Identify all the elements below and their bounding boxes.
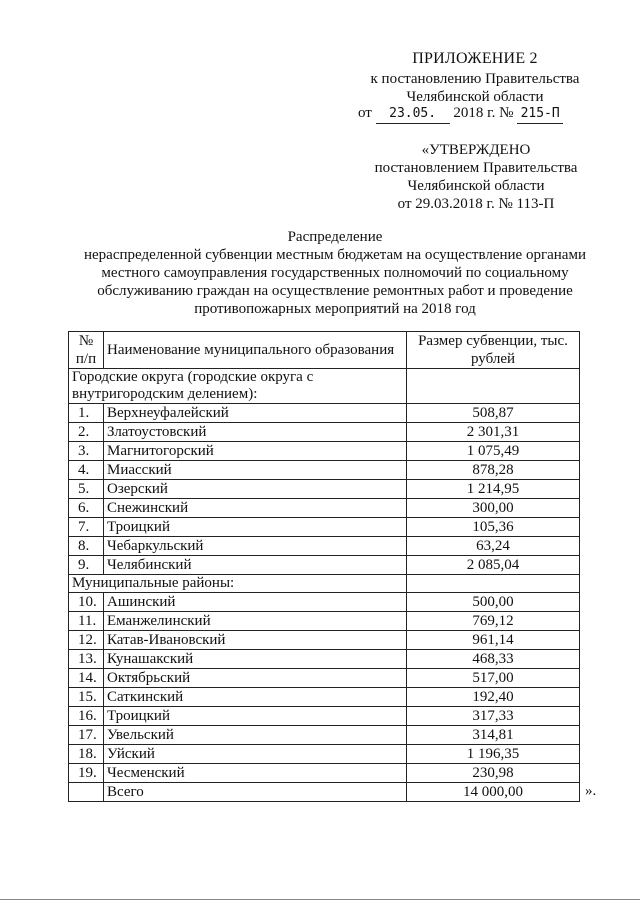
table-row <box>69 650 580 669</box>
row-number: 4. <box>69 461 104 480</box>
row-name: Троицкий <box>104 707 407 726</box>
row-number: 10. <box>69 593 104 612</box>
approved-line-1: «УТВЕРЖДЕНО <box>421 142 531 158</box>
table-row <box>69 688 580 707</box>
table-row <box>69 537 580 556</box>
table-row <box>69 764 580 783</box>
heading-line-5: противопожарных мероприятий на 2018 год <box>194 301 476 317</box>
table-body <box>69 369 580 802</box>
approved-line-4: от 29.03.2018 г. № 113-П <box>397 196 555 212</box>
row-name: Саткинский <box>104 688 407 707</box>
appendix-line-2: Челябинской области <box>406 89 544 105</box>
row-name: Магнитогорский <box>104 442 407 461</box>
table-row <box>69 518 580 537</box>
date-underline <box>376 104 450 124</box>
row-amount: 468,33 <box>407 650 580 669</box>
row-number: 11. <box>69 612 104 631</box>
row-number: 1. <box>69 404 104 423</box>
year-label: 2018 г. № <box>453 105 514 121</box>
section-empty-cell <box>407 575 580 593</box>
appendix-block <box>360 50 590 106</box>
closing-quote: ». <box>585 783 597 799</box>
row-amount: 2 301,31 <box>407 423 580 442</box>
row-name: Миасский <box>104 461 407 480</box>
row-name: Чебаркульский <box>104 537 407 556</box>
row-name: Чесменский <box>104 764 407 783</box>
row-name: Верхнеуфалейский <box>104 404 407 423</box>
header-number: № п/п <box>69 332 104 369</box>
row-number: 17. <box>69 726 104 745</box>
heading-line-3: местного самоуправления государственных полномочий по социальному <box>101 265 569 281</box>
row-number: 16. <box>69 707 104 726</box>
row-name: Златоустовский <box>104 423 407 442</box>
table-row <box>69 461 580 480</box>
decree-date-line <box>358 104 598 124</box>
row-number: 8. <box>69 537 104 556</box>
appendix-line-1: к постановлению Правительства <box>370 71 580 87</box>
date-prefix: от <box>358 105 372 121</box>
row-amount: 230,98 <box>407 764 580 783</box>
table-row <box>69 556 580 575</box>
table-row <box>69 631 580 650</box>
row-name: Увельский <box>104 726 407 745</box>
row-amount: 2 085,04 <box>407 556 580 575</box>
row-number: 7. <box>69 518 104 537</box>
row-number: 12. <box>69 631 104 650</box>
total-amount: 14 000,00 <box>407 783 580 802</box>
table-row <box>69 612 580 631</box>
heading-line-2: нераспределенной субвенции местным бюджетам на осуществление органами <box>84 247 586 263</box>
row-amount: 1 075,49 <box>407 442 580 461</box>
document-heading <box>70 228 600 318</box>
section-row-urban <box>69 369 580 404</box>
row-number: 13. <box>69 650 104 669</box>
table-row <box>69 707 580 726</box>
table-row <box>69 404 580 423</box>
row-amount: 105,36 <box>407 518 580 537</box>
header-name: Наименование муниципального образования <box>104 332 407 369</box>
table-row <box>69 745 580 764</box>
row-number: 14. <box>69 669 104 688</box>
row-amount: 192,40 <box>407 688 580 707</box>
number-underline <box>517 104 563 124</box>
row-name: Октябрьский <box>104 669 407 688</box>
row-amount: 300,00 <box>407 499 580 518</box>
table-header-row <box>69 332 580 369</box>
row-number: 18. <box>69 745 104 764</box>
row-amount: 508,87 <box>407 404 580 423</box>
row-number: 15. <box>69 688 104 707</box>
table-row <box>69 499 580 518</box>
appendix-title: ПРИЛОЖЕНИЕ 2 <box>412 50 538 67</box>
row-name: Ашинский <box>104 593 407 612</box>
row-name: Катав-Ивановский <box>104 631 407 650</box>
row-name: Озерский <box>104 480 407 499</box>
table-row <box>69 423 580 442</box>
row-amount: 769,12 <box>407 612 580 631</box>
row-name: Еманжелинский <box>104 612 407 631</box>
row-number: 5. <box>69 480 104 499</box>
row-amount: 961,14 <box>407 631 580 650</box>
row-amount: 63,24 <box>407 537 580 556</box>
row-number: 19. <box>69 764 104 783</box>
row-name: Кунашакский <box>104 650 407 669</box>
row-amount: 517,00 <box>407 669 580 688</box>
table-row <box>69 442 580 461</box>
row-number: 3. <box>69 442 104 461</box>
row-amount: 500,00 <box>407 593 580 612</box>
section-row-districts <box>69 575 580 593</box>
row-name: Челябинский <box>104 556 407 575</box>
table-row <box>69 726 580 745</box>
handwritten-date: 23.05. <box>389 106 437 121</box>
section-label: Городские округа (городские округа с внутригородским делением): <box>69 369 407 404</box>
approved-line-2: постановлением Правительства <box>374 160 578 176</box>
row-number: 6. <box>69 499 104 518</box>
header-amount: Размер субвенции, тыс. рублей <box>407 332 580 369</box>
table-row <box>69 480 580 499</box>
handwritten-number: 215-П <box>520 106 560 121</box>
row-name: Снежинский <box>104 499 407 518</box>
table-row <box>69 593 580 612</box>
row-amount: 878,28 <box>407 461 580 480</box>
heading-line-4: обслуживанию граждан на осуществление ремонтных работ и проведение <box>97 283 573 299</box>
total-empty-cell <box>69 783 104 802</box>
row-number: 9. <box>69 556 104 575</box>
total-label: Всего <box>104 783 407 802</box>
heading-line-1: Распределение <box>287 229 383 245</box>
row-amount: 317,33 <box>407 707 580 726</box>
row-amount: 1 214,95 <box>407 480 580 499</box>
approved-line-3: Челябинской области <box>407 178 545 194</box>
subvention-table <box>68 331 580 802</box>
row-amount: 1 196,35 <box>407 745 580 764</box>
row-amount: 314,81 <box>407 726 580 745</box>
row-name: Троицкий <box>104 518 407 537</box>
page-bottom-rule <box>0 899 640 900</box>
row-number: 2. <box>69 423 104 442</box>
row-name: Уйский <box>104 745 407 764</box>
total-row <box>69 783 580 802</box>
table-row <box>69 669 580 688</box>
section-label: Муниципальные районы: <box>69 575 407 593</box>
section-empty-cell <box>407 369 580 404</box>
approved-block <box>360 141 592 213</box>
